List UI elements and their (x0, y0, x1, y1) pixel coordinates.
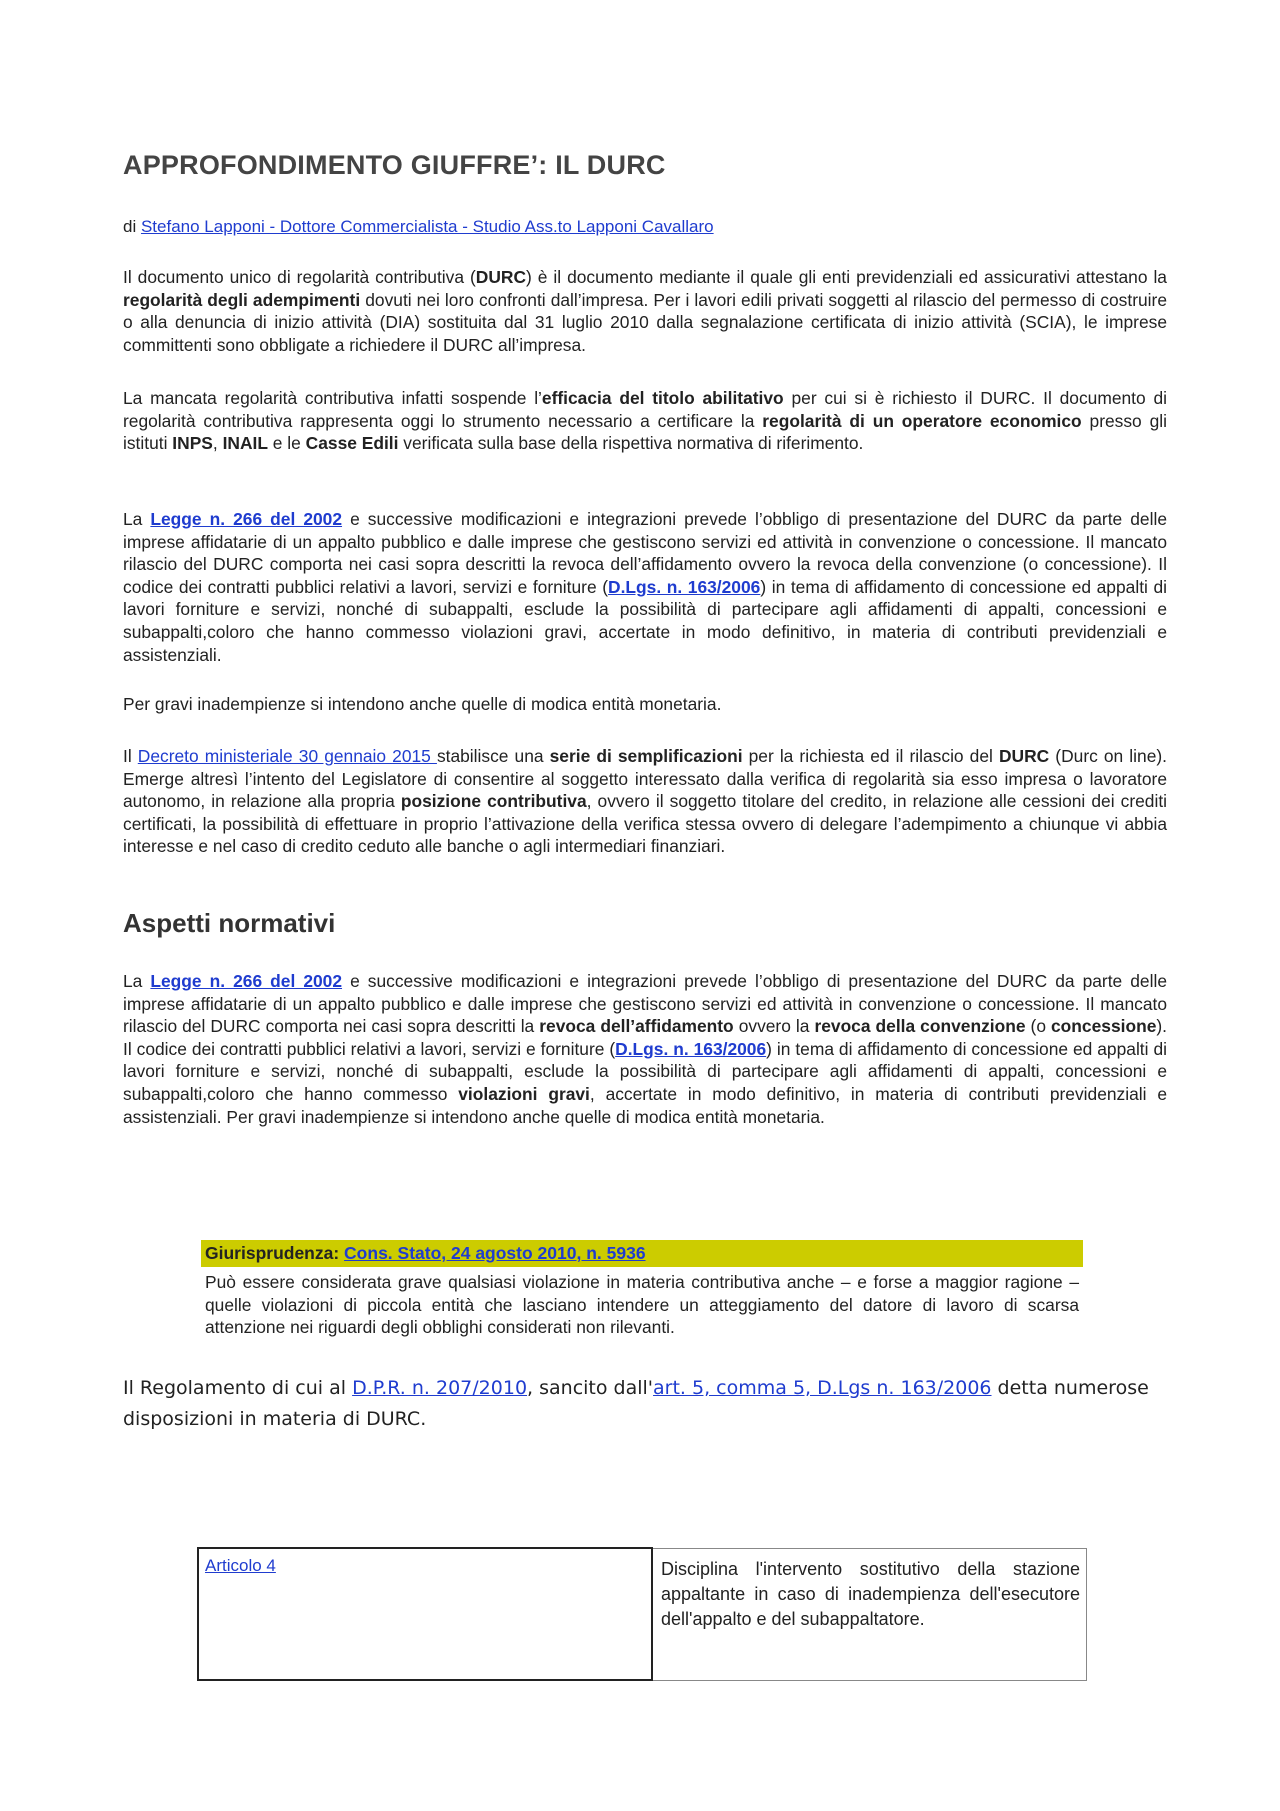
articoli-table (197, 1547, 1087, 1681)
table-cell-article (198, 1548, 652, 1680)
legge-266-link[interactable]: Legge n. 266 del 2002 (150, 509, 343, 529)
byline-prefix: di (123, 217, 141, 236)
giurisprudenza-box (201, 1240, 1083, 1339)
paragraph-durc-definition: Il documento unico di regolarità contributiva (DURC) è il documento mediante il quale gli enti previdenziali ed assicurativi attestano la regolarità degli adempimenti dovuti nei loro confronti dall’impresa. Per i lavori edili privati soggetti al rilascio del permesso di costruire o alla denuncia di inizio attività (DIA) sostituita dal 31 luglio 2010 dalla segnalazione certificata di inizio attività (SCIA), le imprese committenti sono obbligate a richiedere il DURC all’impresa. (123, 267, 1167, 355)
giurisprudenza-label: Giurisprudenza: (205, 1243, 345, 1263)
articolo-4-link[interactable]: Articolo 4 (205, 1556, 276, 1575)
paragraph-decreto-2015: Il Decreto ministeriale 30 gennaio 2015 stabilisce una serie di semplificazioni per la richiesta ed il rilascio del DURC (Durc on line). Emerge altresì l’intento del Legislatore di consentire al soggetto interessato dalla verifica di regolarità sia esso impresa o lavoratore autonomo, in relazione alla propria posizione contributiva, ovvero il soggetto titolare del credito, in relazione alle cessioni dei crediti certificati, la possibilità di effettuare in proprio l’attivazione della verifica stessa ovvero di delegare l’adempimento a chiunque vi abbia interesse e nel caso di credito ceduto alle banche o agli intermediari finanziari. (123, 746, 1168, 857)
legge-266-link-2[interactable]: Legge n. 266 del 2002 (150, 971, 343, 991)
giurisprudenza-header (201, 1240, 1083, 1267)
author-link[interactable]: Stefano Lapponi - Dottore Commercialista - Studio Ass.to Lapponi Cavallaro (140, 217, 714, 236)
dlgs-163-link[interactable]: D.Lgs. n. 163/2006 (608, 576, 761, 597)
section-heading-aspetti-normativi: Aspetti normativi (123, 908, 336, 938)
page-title: APPROFONDIMENTO GIUFFRE’: IL DURC (123, 150, 666, 180)
dlgs-163-link-2[interactable]: D.Lgs. n. 163/2006 (615, 1038, 767, 1059)
dpr-207-link[interactable]: D.P.R. n. 207/2010 (352, 1377, 528, 1399)
table-row (198, 1548, 1087, 1680)
table-cell-description: Disciplina l'intervento sostitutivo della stazione appaltante in caso di inadempienza dell'esecutore dell'appalto e del subappaltatore. (652, 1548, 1087, 1680)
paragraph-gravi-inadempienze: Per gravi inadempienze si intendono anche quelle di modica entità monetaria. (123, 694, 722, 714)
paragraph-aspetti-normativi: La Legge n. 266 del 2002 e successive modificazioni e integrazioni prevede l’obbligo di presentazione del DURC da parte delle imprese affidatarie di un appalto pubblico e dalle imprese che gestiscono servizi ed attività in convenzione o concessione. Il mancato rilascio del DURC comporta nei casi sopra descritti la revoca dell’affidamento ovvero la revoca della convenzione (o concessione). Il codice dei contratti pubblici relativi a lavori, servizi e forniture (D.Lgs. n. 163/2006) in tema di affidamento di concessione ed appalti di lavori forniture e servizi, nonché di subappalti, esclude la possibilità di partecipare agli affidamenti di appalti, concessioni e subappalti,coloro che hanno commesso violazioni gravi, accertate in modo definitivo, in materia di contributi previdenziali e assistenziali. Per gravi inadempienze si intendono anche quelle di modica entità monetaria. (123, 971, 1167, 1127)
byline (123, 217, 714, 237)
paragraph-legge-266: La Legge n. 266 del 2002 e successive modificazioni e integrazioni prevede l’obbligo di presentazione del DURC da parte delle imprese affidatarie di un appalto pubblico e dalle imprese che gestiscono servizi ed attività in convenzione o concessione. Il mancato rilascio del DURC comporta nei casi sopra descritti la revoca dell’affidamento ovvero la revoca della convenzione (o concessione). Il codice dei contratti pubblici relativi a lavori, servizi e forniture (D.Lgs. n. 163/2006) in tema di affidamento di concessione ed appalti di lavori forniture e servizi, nonché di subappalti, esclude la possibilità di partecipare agli affidamenti di appalti, concessioni e subappalti,coloro che hanno commesso violazioni gravi, accertate in modo definitivo, in materia di contributi previdenziali e assistenziali. (123, 509, 1168, 665)
cons-stato-link[interactable]: Cons. Stato, 24 agosto 2010, n. 5936 (344, 1243, 646, 1263)
paragraph-regolarita: La mancata regolarità contributiva infatti sospende l’efficacia del titolo abilitativo per cui si è richiesto il DURC. Il documento di regolarità contributiva rappresenta oggi lo strumento necessario a certificare la regolarità di un operatore economico presso gli istituti INPS, INAIL e le Casse Edili verificata sulla base della rispettiva normativa di riferimento. (123, 388, 1167, 454)
decreto-2015-link[interactable]: Decreto ministeriale 30 gennaio 2015 (137, 746, 437, 766)
paragraph-regolamento: Il Regolamento di cui al D.P.R. n. 207/2010, sancito dall'art. 5, comma 5, D.Lgs n. 163/2006 detta numerose disposizioni in materia di DURC. (123, 1377, 1149, 1430)
art-5-comma-5-link[interactable]: art. 5, comma 5, D.Lgs n. 163/2006 (653, 1377, 992, 1399)
giurisprudenza-text: Può essere considerata grave qualsiasi violazione in materia contributiva anche – e forse a maggior ragione – quelle violazioni di piccola entità che lasciano intendere un atteggiamento del datore di lavoro di scarsa attenzione nei riguardi degli obblighi considerati non rilevanti. (205, 1272, 1079, 1338)
